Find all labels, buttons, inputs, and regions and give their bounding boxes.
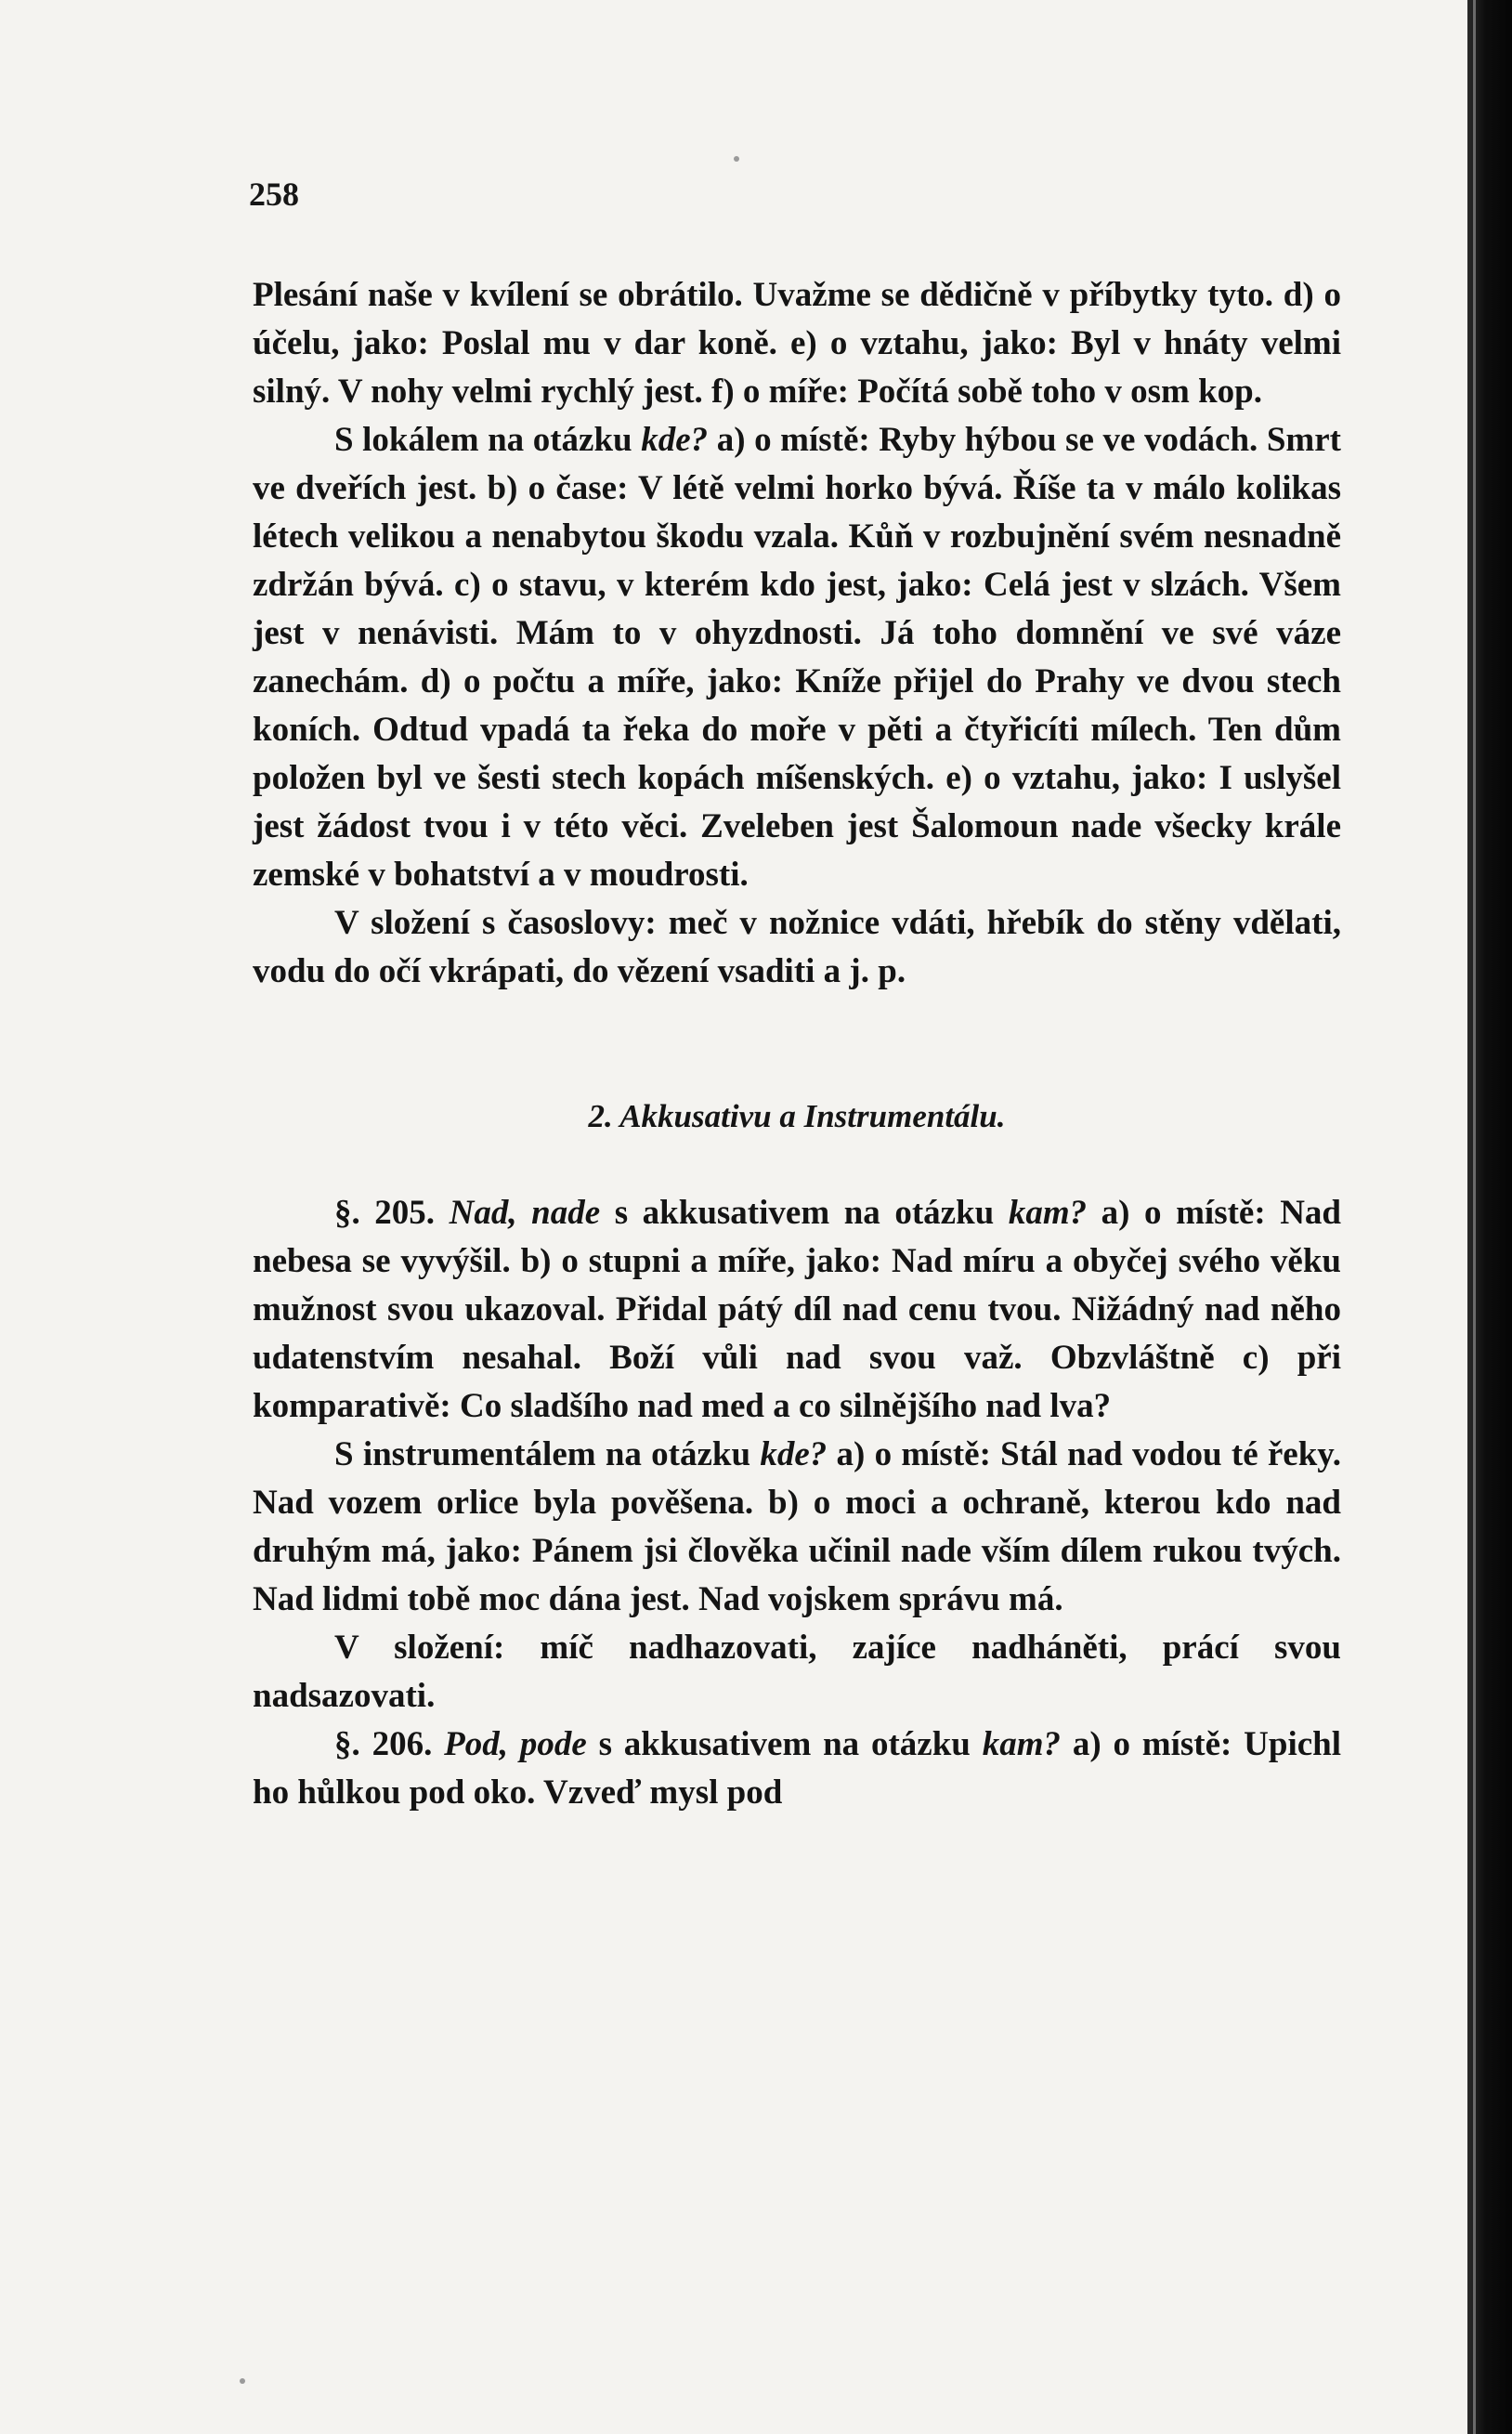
paragraph-3: V složení s časoslovy: meč v nožnice vdáti, hřebík do stěny vdělati, vodu do očí vkrápati, do vězení vsaditi a j. p. bbox=[253, 904, 1341, 990]
preposition: Nad, nade bbox=[449, 1194, 601, 1232]
paragraph-1: Plesání naše v kvílení se obrátilo. Uvažme se dědičně v příbytky tyto. d) o účelu, jako: Poslal mu v dar koně. e) o vztahu, jako: Byl v hnáty velmi silný. V nohy velmi rychlý jest. f) o míře: Počítá sobě toho v osm kop. bbox=[253, 276, 1341, 411]
section-heading: 2. Akkusativu a Instrumentálu. bbox=[588, 1098, 1006, 1134]
preposition: Pod, pode bbox=[444, 1725, 587, 1763]
paragraph-206: §. 206. Pod, pode s akkusativem na otázku kam? a) o místě: Upichl ho hůlkou pod oko. Vzveď mysl pod bbox=[253, 1725, 1342, 1812]
section-number: §. 205. bbox=[334, 1194, 436, 1232]
body-text bbox=[253, 271, 1341, 1817]
page-number: 258 bbox=[249, 176, 299, 213]
scan-edge-line bbox=[1473, 0, 1476, 2434]
speck bbox=[734, 156, 739, 162]
section-number: §. 206. bbox=[334, 1725, 433, 1763]
question-word: kam? bbox=[982, 1725, 1061, 1763]
question-word: kde? bbox=[760, 1435, 828, 1473]
question-word: kde? bbox=[641, 421, 709, 459]
speck bbox=[240, 2378, 245, 2384]
question-word: kam? bbox=[1008, 1194, 1088, 1232]
paragraph-compounds: V složení: míč nadhazovati, zajíce nadháněti, prácí svou nadsazovati. bbox=[253, 1629, 1341, 1715]
paragraph-2: S lokálem na otázku kde? a) o místě: Ryby hýbou se ve vodách. Smrt ve dveřích jest. b) o čase: V létě velmi horko bývá. Říše ta v málo kolikas létech velikou a nenabytou škodu vzala. Kůň v rozbujnění svém nesnadně zdržán bývá. c) o stavu, v kterém kdo jest, jako: Celá jest v slzách. Všem jest v nenávisti. Mám to v ohyzdnosti. Já toho domnění ve své váze zanechám. d) o počtu a míře, jako: Kníže přijel do Prahy ve dvou stech koních. Odtud vpadá ta řeka do moře v pěti a čtyřicíti mílech. Ten dům položen byl ve šesti stech kopách míšenských. e) o vztahu, jako: I uslyšel jest žádost tvou i v této věci. Zveleben jest Šalomoun nade všecky krále zemské v bohatství a v moudrosti. bbox=[253, 421, 1341, 894]
paragraph-instrumental: S instrumentálem na otázku kde? a) o místě: Stál nad vodou té řeky. Nad vozem orlice byla pověšena. b) o moci a ochraně, kterou kdo nad druhým má, jako: Pánem jsi člověka učinil nade vším dílem rukou tvých. Nad lidmi tobě moc dána jest. Nad vojskem správu má. bbox=[253, 1435, 1341, 1618]
paragraph-205: §. 205. Nad, nade s akkusativem na otázku kam? a) o místě: Nad nebesa se vyvýšil. b) o stupni a míře, jako: Nad míru a obyčej svého věku mužnost svou ukazoval. Přidal pátý díl nad cenu tvou. Nižádný nad něho udatenstvím nesahal. Boží vůli nad svou važ. Obzvláštně c) při komparativě: Co sladšího nad med a co silnějšího nad lva? bbox=[253, 1194, 1342, 1425]
